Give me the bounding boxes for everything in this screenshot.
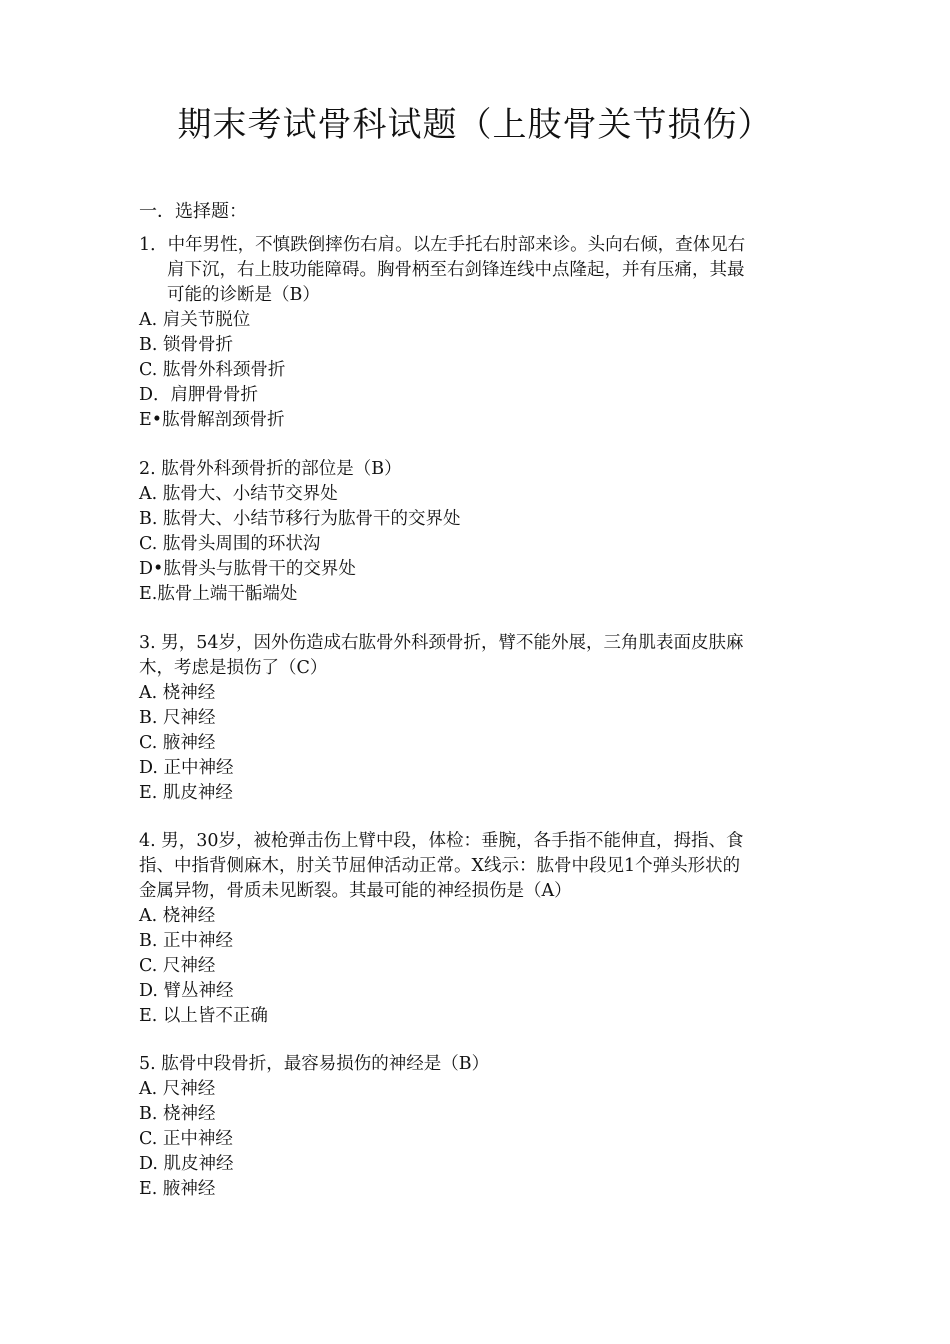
- answer-option: A. 尺神经: [139, 1079, 216, 1099]
- question-stem-line: 4. 男，30岁，被枪弹击伤上臂中段，体检：垂腕，各手指不能伸直，拇指、食: [139, 831, 744, 851]
- answer-option: D. 臂丛神经: [139, 981, 234, 1001]
- answer-option: C. 肱骨外科颈骨折: [139, 360, 286, 380]
- answer-option: B. 尺神经: [139, 708, 216, 728]
- answer-option: A. 肱骨大、小结节交界处: [139, 484, 338, 504]
- page-title: 期末考试骨科试题（上肢骨关节损伤）: [177, 105, 773, 145]
- answer-option: E•肱骨解剖颈骨折: [139, 410, 285, 430]
- answer-option: E.肱骨上端干骺端处: [139, 584, 298, 604]
- answer-option: C. 尺神经: [139, 956, 216, 976]
- answer-option: C. 正中神经: [139, 1129, 233, 1149]
- question-stem-line: 3. 男，54岁，因外伤造成右肱骨外科颈骨折，臂不能外展，三角肌表面皮肤麻: [139, 633, 744, 653]
- answer-option: E. 肌皮神经: [139, 783, 233, 803]
- question-stem-line: 肩下沉，右上肢功能障碍。胸骨柄至右剑锋连线中点隆起，并有压痛，其最: [167, 260, 745, 280]
- answer-option: D．肩胛骨骨折: [139, 385, 259, 405]
- answer-option: D. 正中神经: [139, 758, 234, 778]
- answer-option: E. 腋神经: [139, 1179, 216, 1199]
- answer-option: C. 腋神经: [139, 733, 216, 753]
- answer-option: B. 正中神经: [139, 931, 233, 951]
- question-stem-line: 木，考虑是损伤了（C）: [139, 658, 328, 678]
- answer-option: E. 以上皆不正确: [139, 1006, 268, 1026]
- answer-option: B. 桡神经: [139, 1104, 216, 1124]
- question-stem-line: 指、中指背侧麻木，肘关节屈伸活动正常。X线示：肱骨中段见1个弹头形状的: [139, 856, 741, 876]
- question-stem-line: 可能的诊断是（B）: [167, 285, 320, 305]
- question-stem-line: 1．中年男性，不慎跌倒摔伤右肩。以左手托右肘部来诊。头向右倾，查体见右: [139, 235, 746, 255]
- answer-option: D•肱骨头与肱骨干的交界处: [139, 559, 356, 579]
- answer-option: C. 肱骨头周围的环状沟: [139, 534, 321, 554]
- question-stem-line: 金属异物，骨质未见断裂。其最可能的神经损伤是（A）: [139, 881, 572, 901]
- answer-option: A. 桡神经: [139, 683, 216, 703]
- section-heading: 一．选择题：: [139, 201, 247, 222]
- question-stem-line: 2. 肱骨外科颈骨折的部位是（B）: [139, 459, 402, 479]
- question-stem-line: 5. 肱骨中段骨折，最容易损伤的神经是（B）: [139, 1054, 490, 1074]
- answer-option: B. 锁骨骨折: [139, 335, 233, 355]
- answer-option: D. 肌皮神经: [139, 1154, 234, 1174]
- answer-option: A. 桡神经: [139, 906, 216, 926]
- answer-option: A. 肩关节脱位: [139, 310, 251, 330]
- answer-option: B. 肱骨大、小结节移行为肱骨干的交界处: [139, 509, 461, 529]
